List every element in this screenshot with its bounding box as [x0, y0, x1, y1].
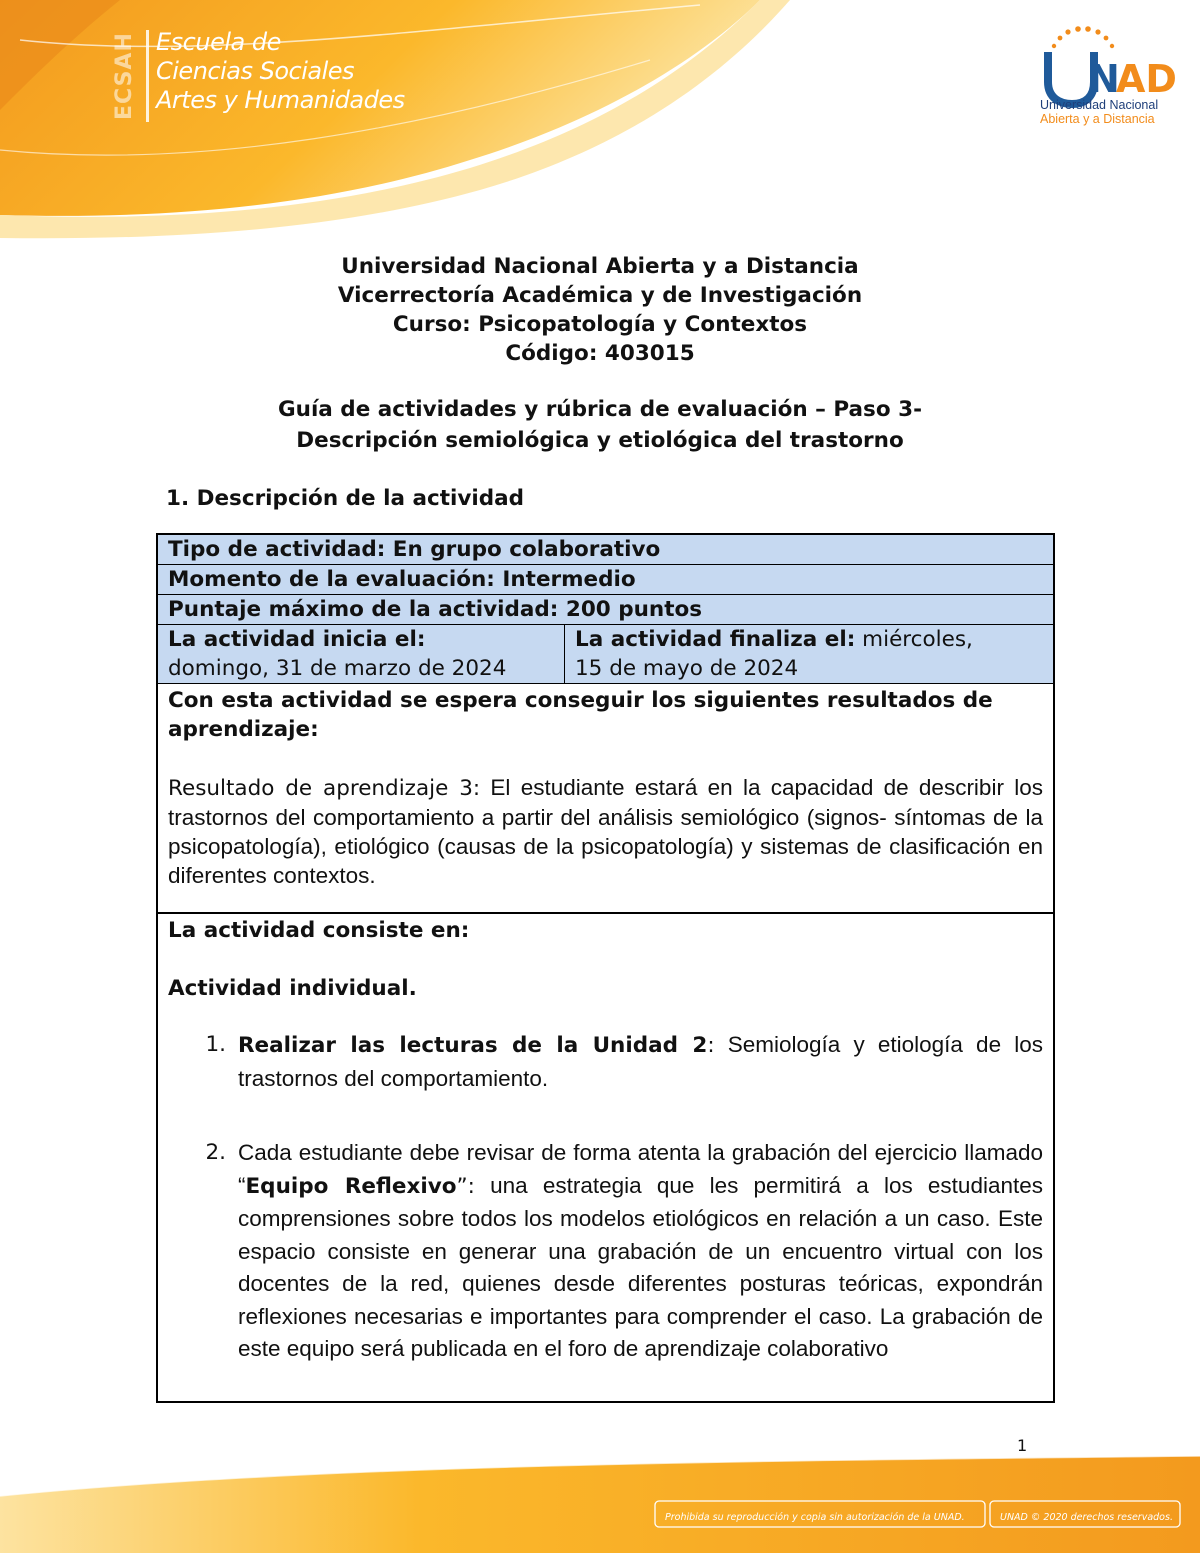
course-name: Curso: Psicopatología y Contextos	[392, 312, 808, 337]
activity-steps	[168, 1029, 1043, 1366]
step-body-text: Semiología y etiología de los trastornos del comportamiento.	[238, 1032, 1043, 1091]
learning-results-cell	[158, 684, 1053, 914]
page-number: 1	[1017, 1436, 1028, 1455]
activity-consists-heading: La actividad consiste en:	[168, 918, 470, 943]
svg-text:N: N	[1088, 57, 1120, 101]
start-date-cell	[158, 625, 565, 683]
list-item	[168, 1137, 1043, 1366]
section-heading: 1. Descripción de la actividad	[166, 486, 525, 511]
step-text	[238, 1137, 1043, 1366]
activity-table	[156, 533, 1055, 1403]
start-date-value: domingo, 31 de marzo de 2024	[168, 656, 507, 681]
learning-result-body: El estudiante estará en la capacidad de describir los trastornos del comportamiento a partir del análisis semiológico (signos- síntomas de la psicopatología), etiológico (causas de la psicopatología) y sistemas de clasificación en diferentes contextos.	[168, 775, 1043, 888]
evaluation-moment-row: Momento de la evaluación: Intermedio	[158, 565, 1053, 595]
step-text	[238, 1029, 1043, 1095]
school-branding	[112, 26, 442, 126]
step-number: 2.	[205, 1140, 226, 1165]
step-number: 1.	[205, 1032, 226, 1057]
course-code: Código: 403015	[505, 341, 695, 366]
step-quote: ”:	[456, 1173, 475, 1199]
start-date-label: La actividad inicia el:	[168, 627, 426, 652]
step-bold-text: Equipo Reflexivo	[245, 1173, 457, 1199]
school-name-line-2: Ciencias Sociales	[156, 57, 355, 85]
activity-consists-cell	[158, 914, 1053, 1401]
footer-copyright: UNAD © 2020 derechos reservados.	[1000, 1512, 1173, 1523]
guide-title-line-1: Guía de actividades y rúbrica de evaluación – Paso 3-	[277, 397, 922, 422]
university-name: Universidad Nacional Abierta y a Distancia	[341, 254, 859, 279]
footer-copy-notice: Prohibida su reproducción y copia sin autorización de la UNAD.	[665, 1512, 965, 1523]
step-bold-text: Realizar las lecturas de la Unidad 2	[238, 1033, 708, 1058]
end-date-label: La actividad finaliza el:	[575, 627, 856, 652]
document-title-block	[160, 252, 1040, 368]
unad-name: Universidad Nacional	[1040, 98, 1159, 112]
school-name-line-1: Escuela de	[156, 28, 281, 56]
unad-subtitle: Abierta y a Distancia	[1040, 112, 1155, 126]
guide-title-line-2: Descripción semiológica y etiológica del trastorno	[296, 428, 904, 453]
learning-result-text	[168, 773, 1043, 890]
svg-text:AD: AD	[1116, 57, 1177, 101]
learning-result-lead: Resultado de aprendizaje 3:	[168, 776, 481, 801]
list-item	[168, 1029, 1043, 1095]
school-name-line-3: Artes y Humanidades	[156, 86, 405, 114]
guide-title	[200, 394, 1000, 456]
individual-activity-heading: Actividad individual.	[168, 976, 417, 1001]
vice-rectorate: Vicerrectoría Académica y de Investigación	[337, 283, 863, 308]
branding-divider	[146, 30, 149, 122]
end-date-value-2: 15 de mayo de 2024	[575, 656, 799, 681]
step-colon: :	[707, 1033, 715, 1058]
step-lead-text: Cada estudiante debe revisar de forma atenta la grabación del ejercicio llamado “	[238, 1140, 1043, 1198]
ecsah-label: ECSAH	[112, 32, 137, 120]
end-date-value-1: miércoles,	[855, 627, 973, 652]
footer-banner	[0, 1456, 1200, 1553]
step-body-text: una estrategia que les permitirá a los estudiantes comprensiones sobre todos los modelos etiológicos en relación a un caso. Este espacio consiste en generar una grabación de un encuentro virtual con los docentes de la red, quienes desde diferentes posturas teóricas, expondrán reflexiones necesarias e importantes para comprender el caso. La grabación de este equipo será publicada en el foro de aprendizaje colaborativo	[238, 1172, 1044, 1361]
max-score-row: Puntaje máximo de la actividad: 200 puntos	[158, 595, 1053, 625]
end-date-cell	[565, 625, 1053, 683]
dates-row	[158, 625, 1053, 684]
activity-type-row: Tipo de actividad: En grupo colaborativo	[158, 535, 1053, 565]
learning-results-heading: Con esta actividad se espera conseguir los siguientes resultados de aprendizaje:	[168, 688, 993, 742]
